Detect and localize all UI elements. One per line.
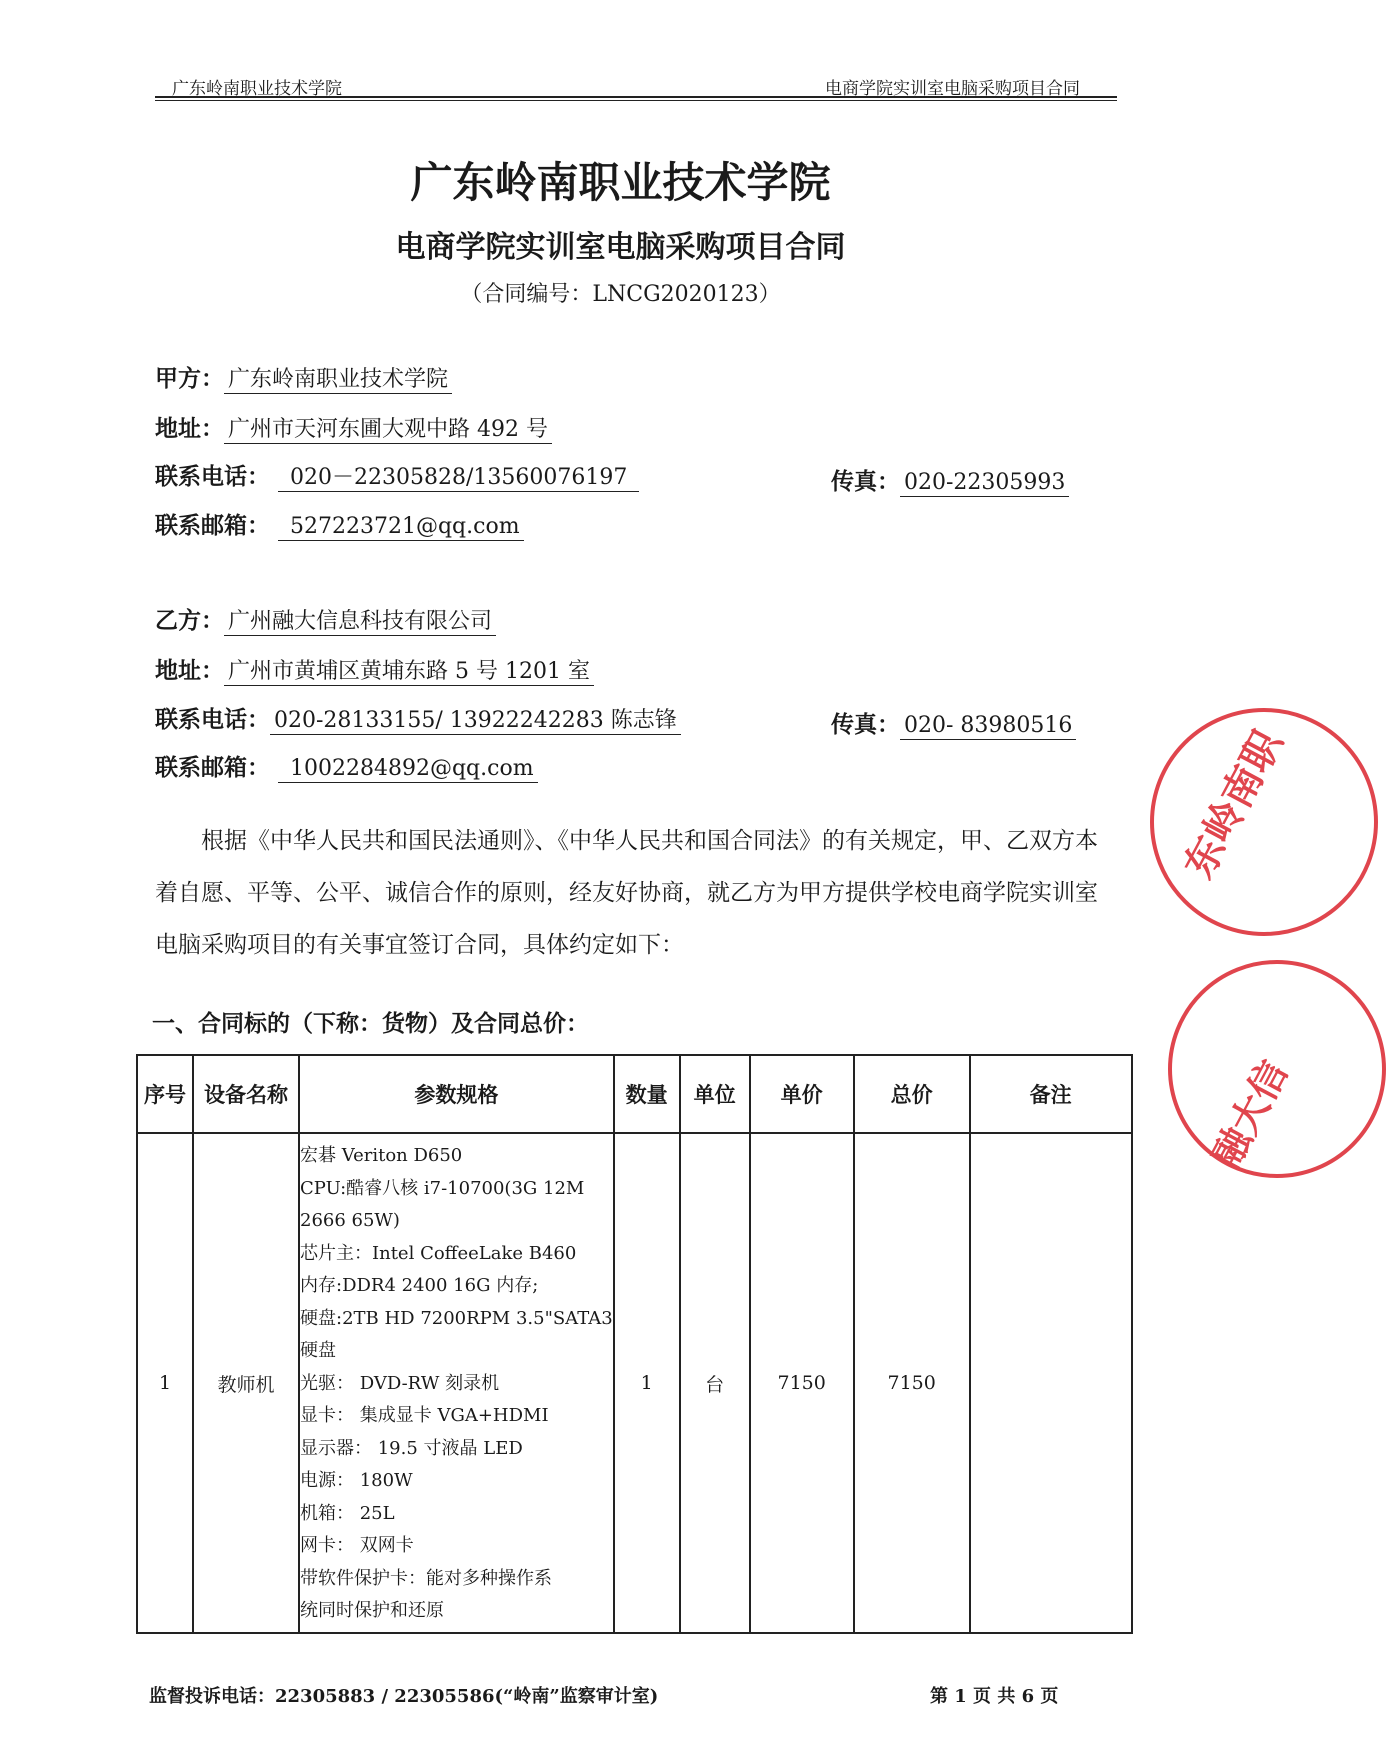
party-b-address-line (155, 652, 594, 685)
party-b-address: 广州市黄埔区黄埔东路 5 号 1201 室 (224, 659, 594, 686)
party-b-label: 乙方： (155, 608, 224, 634)
spec-line: 2666 65W) (300, 1210, 400, 1231)
party-b-line (155, 602, 496, 635)
footer-complaint: 监督投诉电话：22305883 / 22305586(“岭南”监察审计室) (149, 1686, 659, 1707)
section-1-heading: 一、合同标的（下称：货物）及合同总价： (152, 1011, 589, 1037)
seal-text-upper: 东岭南职 (1175, 722, 1292, 886)
document-subtitle: 电商学院实训室电脑采购项目合同 (395, 230, 846, 265)
header-rule-thin (155, 100, 1117, 101)
party-a-line (155, 360, 452, 393)
party-b-phone-line (155, 701, 681, 734)
party-a-email-label: 联系邮箱： (155, 513, 270, 539)
col-header-name: 设备名称 (193, 1055, 299, 1133)
party-b-name: 广州融大信息科技有限公司 (224, 609, 496, 636)
party-b-phone-label: 联系电话： (155, 707, 270, 733)
spec-line: 内存:DDR4 2400 16G 内存; (300, 1275, 539, 1296)
spec-line: 芯片主：Intel CoffeeLake B460 (300, 1242, 577, 1264)
col-header-unit: 单位 (680, 1055, 750, 1133)
header-rule (155, 96, 1117, 98)
party-a-phone-label: 联系电话： (155, 464, 270, 490)
spec-line: 显示器： 19.5 寸液晶 LED (300, 1437, 523, 1459)
cell-no: 1 (137, 1133, 193, 1633)
party-a-address: 广州市天河东圃大观中路 492 号 (224, 417, 552, 444)
party-b-phone: 020-28133155/ 13922242283 陈志锋 (270, 708, 681, 735)
spec-line: 带软件保护卡：能对多种操作系 (300, 1567, 552, 1589)
party-b-email-label: 联系邮箱： (155, 755, 270, 781)
cell-spec (299, 1133, 614, 1633)
spec-line: 显卡： 集成显卡 VGA+HDMI (300, 1405, 549, 1426)
spec-line: 硬盘:2TB HD 7200RPM 3.5"SATA3 (300, 1307, 613, 1329)
cell-unit: 台 (680, 1133, 750, 1633)
party-a-fax-label: 传真： (831, 469, 900, 495)
spec-line: 光驱： DVD-RW 刻录机 (300, 1372, 500, 1394)
col-header-total: 总价 (854, 1055, 970, 1133)
party-b-fax-line (831, 706, 1076, 739)
party-b-fax: 020- 83980516 (900, 713, 1076, 740)
col-header-unit-price: 单价 (750, 1055, 854, 1133)
table-header-row (137, 1055, 1132, 1133)
party-a-phone-line (155, 458, 639, 491)
party-a-email-line (155, 507, 524, 540)
party-a-email: 527223721@qq.com (278, 514, 524, 541)
document-title: 广东岭南职业技术学院 (410, 158, 831, 207)
party-b-email: 1002284892@qq.com (278, 756, 538, 783)
party-a-address-label: 地址： (155, 416, 224, 442)
spec-line: 硬盘 (300, 1340, 336, 1361)
goods-table (136, 1054, 1133, 1634)
party-a-address-line (155, 410, 552, 443)
party-b-fax-label: 传真： (831, 712, 900, 738)
party-a-phone: 020－22305828/13560076197 (278, 465, 639, 492)
cell-unit-price: 7150 (750, 1133, 854, 1633)
spec-line: 电源： 180W (300, 1470, 413, 1491)
header-left: 广东岭南职业技术学院 (172, 79, 342, 99)
cell-total: 7150 (854, 1133, 970, 1633)
table-row (137, 1133, 1132, 1633)
header-right: 电商学院实训室电脑采购项目合同 (825, 79, 1080, 99)
spec-line: CPU:酷睿八核 i7-10700(3G 12M (300, 1177, 585, 1199)
party-b-address-label: 地址： (155, 658, 224, 684)
cell-name: 教师机 (193, 1133, 299, 1633)
party-a-label: 甲方： (155, 366, 224, 392)
col-header-qty: 数量 (614, 1055, 680, 1133)
spec-line: 机箱： 25L (300, 1502, 395, 1524)
party-a-fax-line (831, 463, 1069, 496)
footer-page-number: 第 1 页 共 6 页 (930, 1686, 1059, 1707)
cell-note (970, 1133, 1132, 1633)
spec-line: 网卡： 双网卡 (300, 1535, 414, 1556)
col-header-note: 备注 (970, 1055, 1132, 1133)
spec-line: 宏碁 Veriton D650 (300, 1145, 463, 1166)
col-header-spec: 参数规格 (299, 1055, 614, 1133)
spec-line: 统同时保护和还原 (300, 1600, 444, 1621)
party-a-fax: 020-22305993 (900, 470, 1069, 497)
seal-text-lower: 融大信 (1203, 1053, 1297, 1175)
party-a-name: 广东岭南职业技术学院 (224, 367, 452, 394)
col-header-no: 序号 (137, 1055, 193, 1133)
intro-paragraph: 根据《中华人民共和国民法通则》、《中华人民共和国合同法》的有关规定，甲、乙双方本着自愿、平等、公平、诚信合作的原则，经友好协商，就乙方为甲方提供学校电商学院实训室电脑采购项目的有关事宜签订合同，具体约定如下： (155, 828, 1098, 958)
contract-code: （合同编号：LNCG2020123） (460, 282, 781, 307)
party-b-email-line (155, 749, 538, 782)
cell-qty: 1 (614, 1133, 680, 1633)
